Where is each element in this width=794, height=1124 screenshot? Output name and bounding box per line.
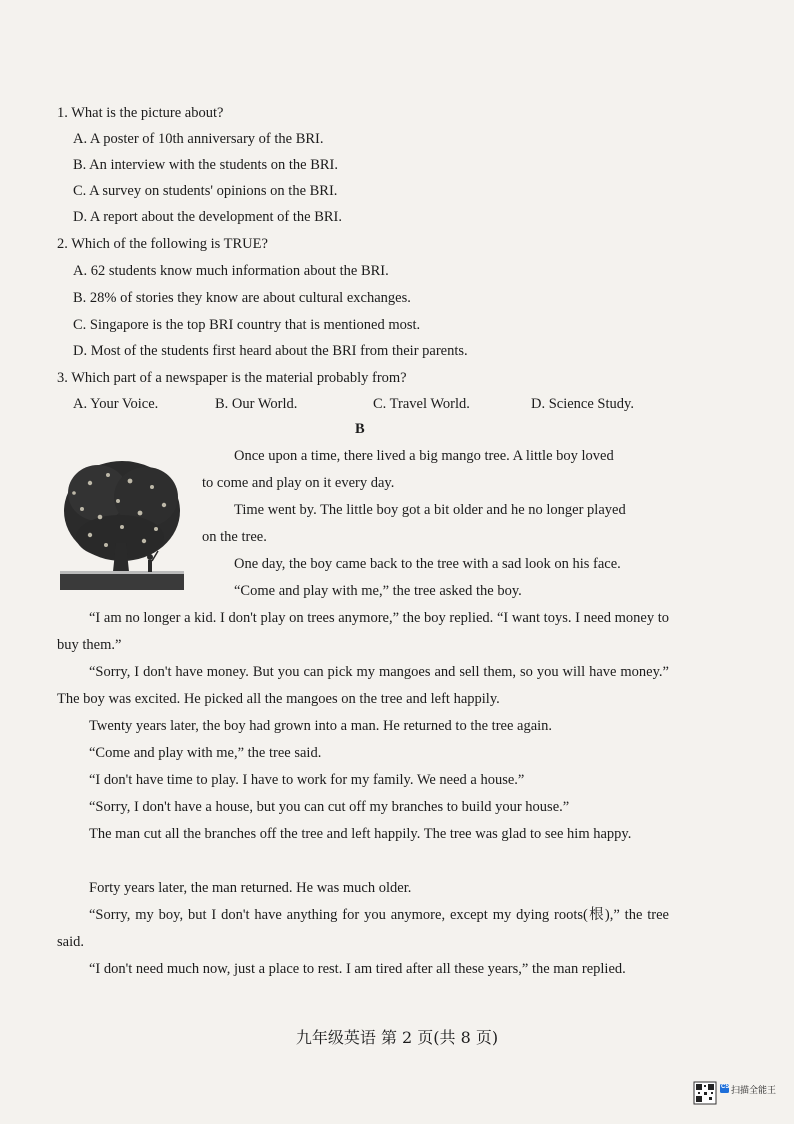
story-paragraph-1 (202, 443, 664, 470)
question-1-option-a: A. A poster of 10th anniversary of the BRI. (73, 131, 324, 147)
story-paragraph: Twenty years later, the boy had grown into a man. He returned to the tree again. (89, 718, 553, 734)
question-3-stem: 3. Which part of a newspaper is the material probably from? (57, 370, 407, 386)
story-paragraph-1-cont (202, 470, 664, 497)
story-line: on the tree. (202, 529, 267, 545)
story-paragraph: “Sorry, my boy, but I don't have anything for you anymore, except my dying roots(根),” the tree said. (57, 907, 669, 950)
question-2-option-b: B. 28% of stories they know are about cultural exchanges. (73, 290, 411, 306)
story-paragraph: The man cut all the branches off the tree and left happily. The tree was glad to see him happy. (89, 826, 632, 842)
story-paragraph-2 (202, 497, 664, 524)
question-2-option-d: D. Most of the students first heard about the BRI from their parents. (73, 343, 468, 359)
scanner-brand: CS (721, 1084, 730, 1090)
story-paragraph-3 (202, 551, 664, 578)
story-line: Once upon a time, there lived a big mango tree. A little boy loved (234, 448, 614, 464)
section-b-title: B (355, 421, 365, 437)
question-3-option-c: C. Travel World. (373, 396, 470, 412)
question-1-stem: 1. What is the picture about? (57, 105, 224, 121)
story-paragraph: “I don't have time to play. I have to work for my family. We need a house.” (89, 772, 525, 788)
story-paragraph: Forty years later, the man returned. He was much older. (89, 880, 412, 896)
question-2-option-a: A. 62 students know much information about the BRI. (73, 263, 389, 279)
story-paragraph: “I don't need much now, just a place to rest. I am tired after all these years,” the man replied. (89, 961, 626, 977)
story-line: “Come and play with me,” the tree asked the boy. (234, 583, 522, 599)
mango-tree-illustration (60, 453, 184, 590)
question-3-option-a: A. Your Voice. (73, 396, 159, 412)
story-paragraph: “Sorry, I don't have a house, but you can cut off my branches to build your house.” (89, 799, 570, 815)
scanner-watermark (692, 1080, 784, 1108)
story-paragraph: “Come and play with me,” the tree said. (89, 745, 322, 761)
question-1-option-c: C. A survey on students' opinions on the BRI. (73, 183, 338, 199)
question-1-option-d: D. A report about the development of the BRI. (73, 209, 343, 225)
story-paragraph: “I am no longer a kid. I don't play on trees anymore,” the boy replied. “I want toys. I need money to buy them.” (57, 610, 669, 653)
story-line: Time went by. The little boy got a bit older and he no longer played (234, 502, 626, 518)
question-2-stem: 2. Which of the following is TRUE? (57, 236, 268, 252)
story-paragraph-2-cont (202, 524, 664, 551)
question-3-option-d: D. Science Study. (531, 396, 634, 412)
scanner-label: 扫描全能王 (731, 1086, 777, 1096)
question-1-option-b: B. An interview with the students on the BRI. (73, 157, 339, 173)
story-line: to come and play on it every day. (202, 475, 395, 491)
story-paragraph: “Sorry, I don't have money. But you can pick my mangoes and sell them, so you will have money.” The boy was excited. He picked all the mangoes on the tree and left happily. (57, 664, 669, 707)
question-3-option-b: B. Our World. (215, 396, 298, 412)
story-line: One day, the boy came back to the tree with a sad look on his face. (234, 556, 621, 572)
question-2-option-c: C. Singapore is the top BRI country that is mentioned most. (73, 317, 421, 333)
page-footer: 九年级英语 第 2 页(共 8 页) (295, 1028, 499, 1047)
story-paragraph-4 (202, 578, 664, 605)
